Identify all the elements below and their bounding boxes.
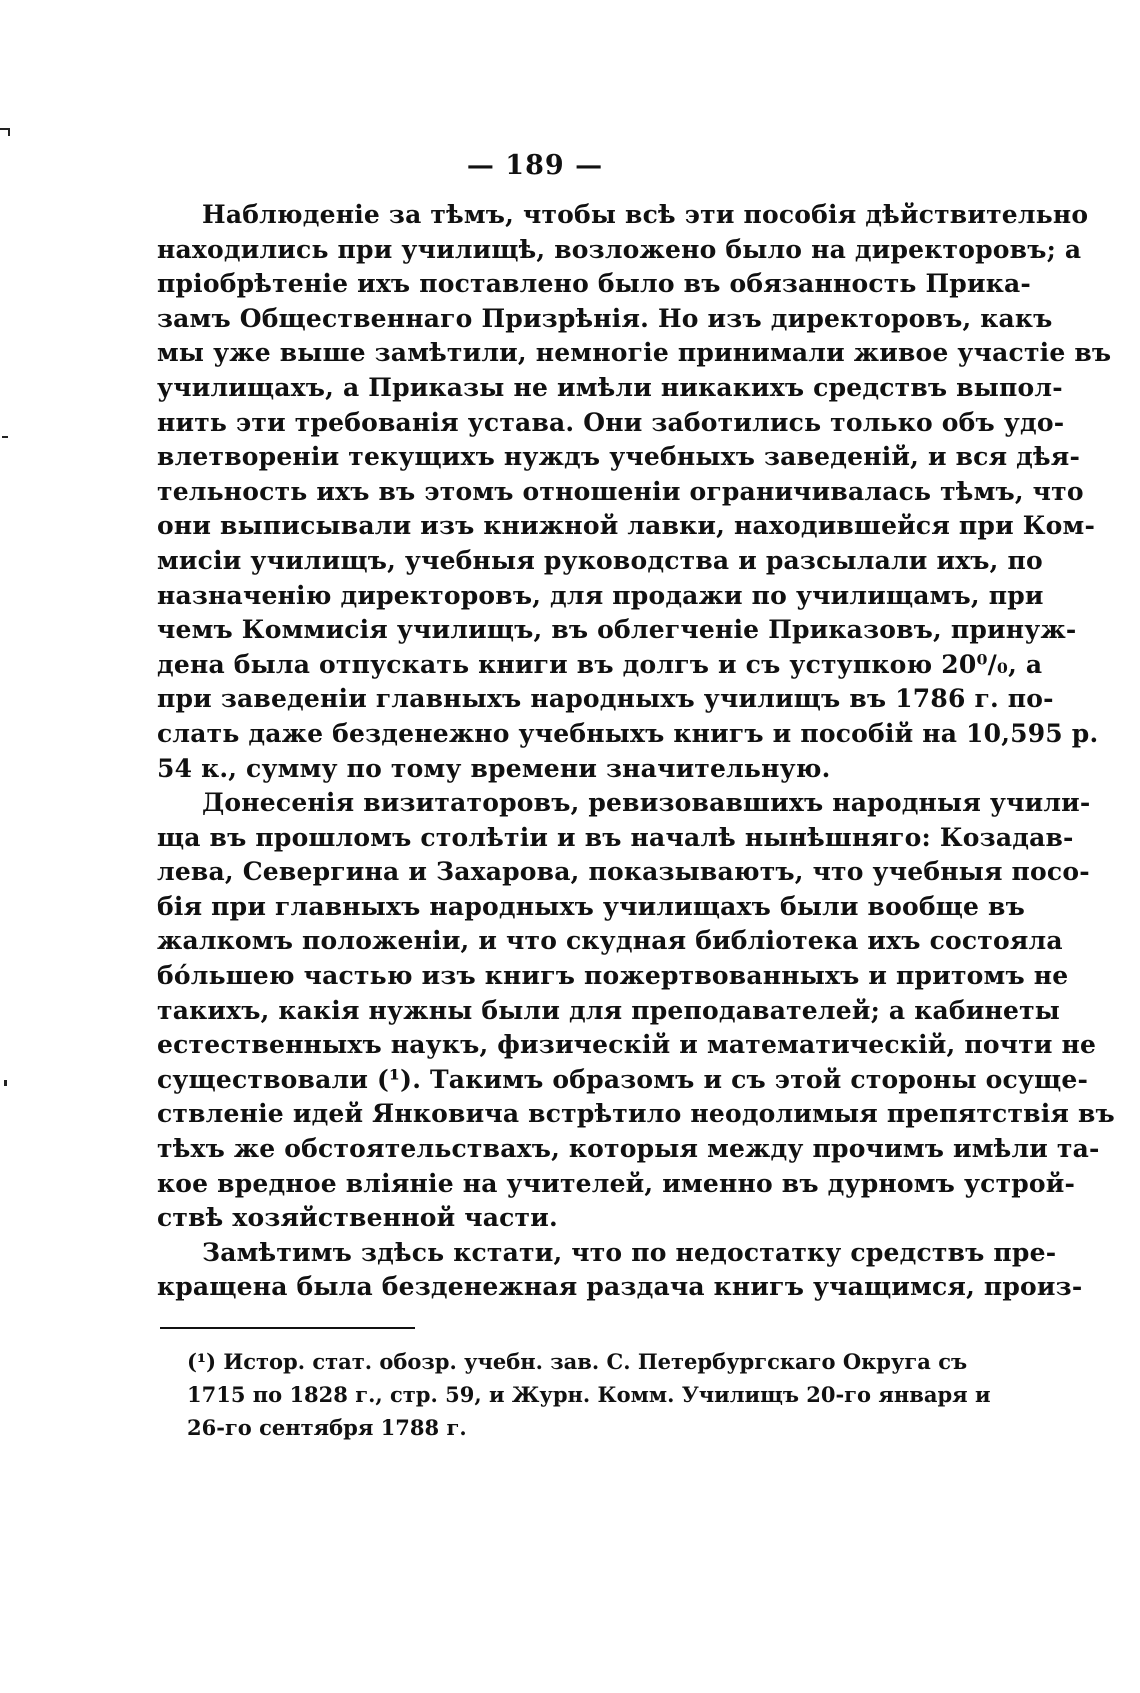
body-line: такихъ, какія нужны были для преподавателей; а кабинеты bbox=[157, 995, 1061, 1025]
body-text bbox=[157, 198, 1115, 1305]
footnotes bbox=[187, 1345, 991, 1444]
body-line: назначенію директоровъ, для продажи по училищамъ, при bbox=[157, 580, 1044, 610]
body-line: влетвореніи текущихъ нуждъ учебныхъ заведеній, и вся дѣя- bbox=[157, 442, 1081, 472]
body-line: мы уже выше замѣтили, немногіе принимали живое участіе въ bbox=[157, 338, 1112, 368]
body-line: Замѣтимъ здѣсь кстати, что по недостатку средствъ пре- bbox=[202, 1237, 1057, 1267]
body-line: слать даже безденежно учебныхъ книгъ и пособій на 10,595 р. bbox=[157, 718, 1099, 748]
body-line: пріобрѣтеніе ихъ поставлено было въ обязанность Прика- bbox=[157, 269, 1031, 299]
body-line: бо́льшею частью изъ книгъ пожертвованныхъ и притомъ не bbox=[157, 961, 1069, 991]
body-line: чемъ Коммисія училищъ, въ облегченіе Приказовъ, принуж- bbox=[157, 615, 1077, 645]
body-line: училищахъ, а Приказы не имѣли никакихъ средствъ выпол- bbox=[157, 372, 1063, 402]
body-line: 54 к., сумму по тому времени значительную. bbox=[157, 753, 831, 783]
body-line: ща въ прошломъ столѣтіи и въ началѣ нынѣшняго: Козадав- bbox=[157, 822, 1074, 852]
body-line: ствленіе идей Янковича встрѣтило неодолимыя препятствія въ bbox=[157, 1099, 1115, 1129]
footnote-line: (¹) Истор. стат. обозр. учебн. зав. С. Петербургскаго Округа съ bbox=[187, 1349, 968, 1374]
margin-mark-middle bbox=[2, 436, 8, 438]
footnote-line: 1715 по 1828 г., стр. 59, и Журн. Комм. Училищъ 20-го января и bbox=[187, 1382, 991, 1407]
body-line: тельность ихъ въ этомъ отношеніи ограничивалась тѣмъ, что bbox=[157, 476, 1084, 506]
footnote-line: 26-го сентября 1788 г. bbox=[187, 1415, 467, 1440]
body-line: они выписывали изъ книжной лавки, находившейся при Ком- bbox=[157, 511, 1096, 541]
body-line: при заведеніи главныхъ народныхъ училищъ въ 1786 г. по- bbox=[157, 684, 1054, 714]
body-line: существовали (¹). Такимъ образомъ и съ этой стороны осуще- bbox=[157, 1064, 1089, 1094]
footnote-divider bbox=[160, 1327, 415, 1329]
body-line: кое вредное вліяніе на учителей, именно въ дурномъ устрой- bbox=[157, 1168, 1076, 1198]
body-line: Донесенія визитаторовъ, ревизовавшихъ народныя учили- bbox=[202, 788, 1091, 818]
body-line: бія при главныхъ народныхъ училищахъ были вообще въ bbox=[157, 891, 1025, 921]
body-line: замъ Общественнаго Призрѣнія. Но изъ директоровъ, какъ bbox=[157, 303, 1053, 333]
body-line: находились при училищѣ, возложено было на директоровъ; а bbox=[157, 234, 1082, 264]
body-line: лева, Севергина и Захарова, показываютъ, что учебныя посо- bbox=[157, 857, 1090, 887]
margin-mark-lower bbox=[4, 1080, 7, 1086]
page-number: — 189 — bbox=[466, 150, 604, 181]
body-line: кращена была безденежная раздача книгъ учащимся, произ- bbox=[157, 1272, 1083, 1302]
body-line: тѣхъ же обстоятельствахъ, которыя между прочимъ имѣли та- bbox=[157, 1134, 1100, 1164]
body-line: Наблюденіе за тѣмъ, чтобы всѣ эти пособія дѣйствительно bbox=[202, 200, 1089, 229]
body-line: ствѣ хозяйственной части. bbox=[157, 1203, 558, 1233]
margin-mark-top-tick bbox=[8, 128, 10, 136]
body-line: жалкомъ положеніи, и что скудная библіотека ихъ состояла bbox=[157, 926, 1063, 956]
body-line: нить эти требованія устава. Они заботились только объ удо- bbox=[157, 407, 1065, 437]
body-line: мисіи училищъ, учебныя руководства и разсылали ихъ, по bbox=[157, 545, 1043, 575]
body-line: дена была отпускать книги въ долгъ и съ уступкою 20⁰/₀, а bbox=[157, 649, 1043, 679]
body-line: естественныхъ наукъ, физическій и математическій, почти не bbox=[157, 1030, 1097, 1060]
